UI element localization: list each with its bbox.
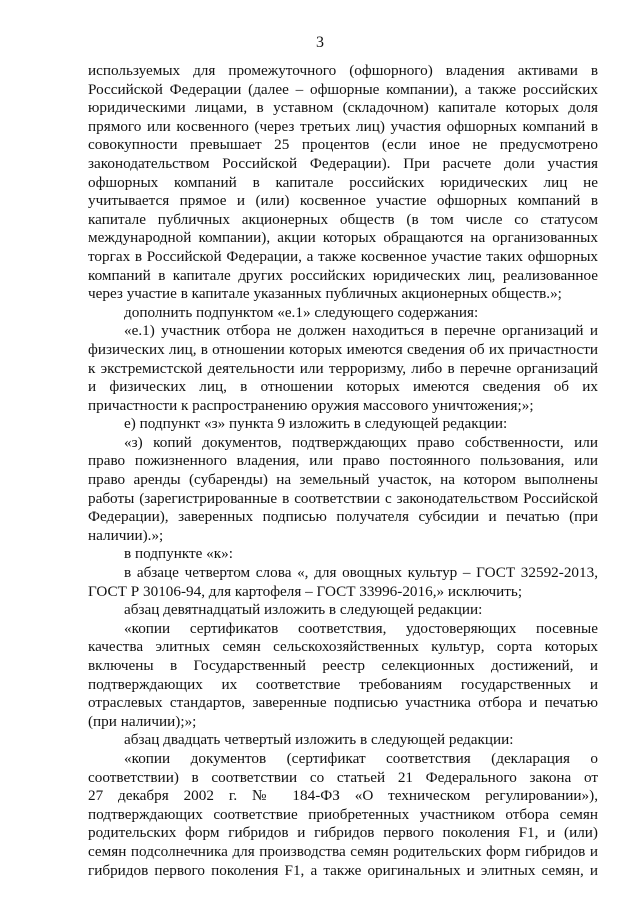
- text-line: используемых для промежуточного (офшорного) владения активами в: [88, 62, 598, 79]
- text-line: работы (зарегистрированные в соответствии с законодательством Российской: [88, 489, 598, 507]
- text-line: причастности к распространению оружия массового уничтожения;»;: [88, 396, 534, 414]
- page-number: 3: [316, 34, 324, 51]
- text-line: прямого или косвенного (через третьих лиц) участия офшорных компаний в: [88, 117, 598, 135]
- text-line: через участие в капитале указанных публичных акционерных обществ.»;: [88, 285, 562, 303]
- text-line: право пожизненного владения, или право постоянного пользования, или: [88, 452, 598, 470]
- text-line: к экстремистской деятельности или терроризму, либо в перечне организаций: [88, 359, 598, 377]
- text-line: 27 декабря 2002 г. № 184-ФЗ «О техническом регулировании»),: [88, 787, 598, 805]
- text-line: е) подпункт «з» пункта 9 изложить в следующей редакции:: [124, 415, 508, 433]
- text-line: абзац девятнадцатый изложить в следующей редакции:: [124, 601, 483, 619]
- text-line: наличии).»;: [88, 526, 164, 544]
- text-line: «з) копий документов, подтверждающих право собственности, или: [124, 433, 598, 451]
- text-line: и физических лиц, в отношении которых имеются сведения об их: [88, 378, 598, 396]
- text-line: абзац двадцать четвертый изложить в следующей редакции:: [124, 731, 514, 749]
- text-line: законодательством Российской Федерации). При расчете доли участия: [88, 154, 598, 172]
- text-line: «копии документов (сертификат соответствия (декларация о: [124, 749, 598, 767]
- text-line: ГОСТ Р 30106-94, для картофеля – ГОСТ 33996-2016,» исключить;: [88, 582, 523, 600]
- text-line: качества элитных семян сельскохозяйственных культур, сорта которых: [88, 638, 598, 656]
- text-line: учитывается прямое и (или) косвенное участие офшорных компаний в: [88, 192, 598, 210]
- text-line: физических лиц, в отношении которых имеются сведения об их причастности: [88, 340, 598, 358]
- text-line: «е.1) участник отбора не должен находиться в перечне организаций и: [124, 322, 598, 340]
- text-line: семян подсолнечника для производства семян родительских форм гибридов и: [88, 842, 598, 860]
- text-line: отраслевых стандартов, заверенные подписью участника отбора и печатью: [88, 694, 598, 712]
- text-line: Российской Федерации (далее – офшорные компании), а также российских: [88, 80, 598, 98]
- text-line: включены в Государственный реестр селекционных достижений, и: [88, 657, 598, 674]
- text-line: подтверждающих соответствие приобретенных участником отбора семян: [88, 805, 598, 823]
- text-line: гибридов первого поколения F1, а также оригинальных и элитных семян, и: [88, 861, 598, 879]
- text-line: подтверждающих их соответствие требованиям государственных и: [88, 675, 598, 693]
- text-line: юридическими лицами, в уставном (складочном) капитале которых доля: [88, 99, 598, 117]
- text-line: в абзаце четвертом слова «, для овощных культур – ГОСТ 32592-2013,: [124, 564, 598, 582]
- text-line: право аренды (субаренды) на земельный участок, на котором выполнены: [88, 471, 598, 489]
- text-line: торгах в Российской Федерации, а также косвенное участие таких офшорных: [88, 247, 598, 265]
- text-line: родительских форм гибридов и гибридов первого поколения F1, и (или): [88, 824, 598, 842]
- text-line: соответствии) в соответствии со статьей 21 Федерального закона от: [88, 768, 598, 786]
- text-line: компаний в капитале других российских юридических лиц, реализованное: [88, 266, 598, 284]
- text-line: капитале публичных акционерных обществ (в том числе со статусом: [88, 210, 598, 228]
- text-line: в подпункте «к»:: [124, 545, 233, 563]
- text-line: международной компании), акции которых обращаются на организованных: [88, 229, 598, 247]
- text-line: совокупности превышает 25 процентов (если иное не предусмотрено: [88, 136, 598, 154]
- text-line: (при наличии);»;: [88, 712, 197, 730]
- text-line: офшорных компаний в капитале российских юридических лиц не: [88, 173, 598, 191]
- text-line: «копии сертификатов соответствия, удостоверяющих посевные: [124, 619, 598, 637]
- document-body: [88, 62, 598, 880]
- text-line: Федерации), заверенных подписью получателя субсидии и печатью (при: [88, 508, 598, 526]
- text-line: дополнить подпунктом «е.1» следующего содержания:: [124, 303, 479, 321]
